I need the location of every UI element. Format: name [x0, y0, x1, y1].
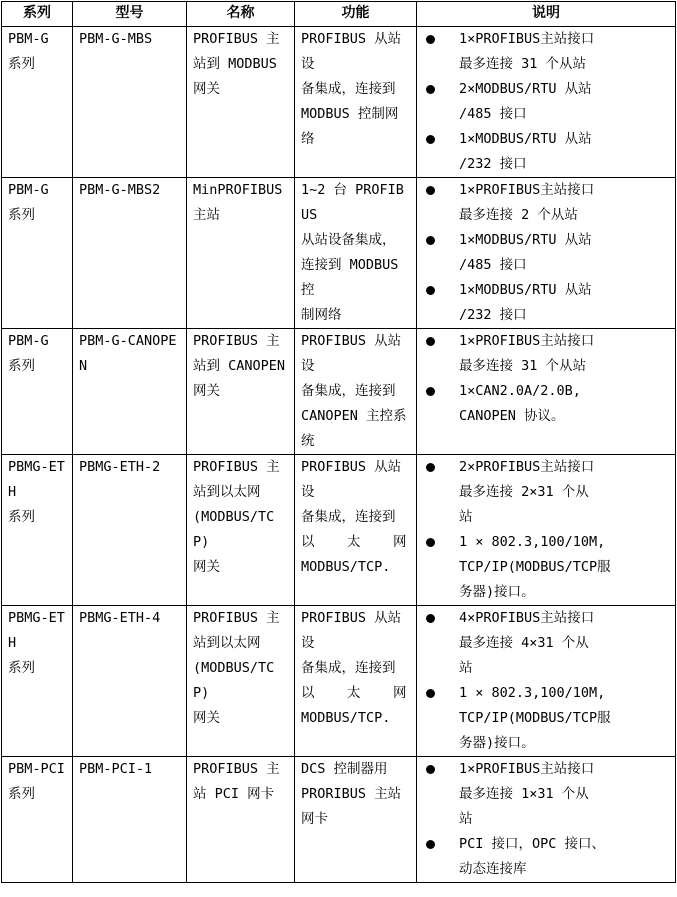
series-text: 系列 — [8, 358, 35, 374]
cell-description — [417, 757, 676, 883]
function-text: 设 — [301, 56, 315, 72]
bullet-dot-icon — [426, 538, 435, 547]
model-text: PBM-G-MBS — [79, 31, 153, 47]
bullet-list — [423, 606, 671, 756]
cell-model — [73, 757, 187, 883]
series-text: 系列 — [8, 786, 35, 802]
bullet-item — [423, 127, 671, 177]
name-text: (MODBUS/TCP) — [193, 660, 275, 701]
bullet-text: /485 接口 — [459, 106, 527, 122]
function-text: PROFIBUS 从站 — [301, 459, 402, 475]
function-text: 统 — [301, 433, 315, 449]
cell-function — [295, 757, 417, 883]
function-text: 备集成，连接到 — [301, 81, 396, 97]
series-text: PBM-PCI — [8, 761, 65, 777]
table-row — [2, 329, 676, 455]
cell-series — [2, 27, 73, 178]
series-text: PBMG-ETH — [8, 459, 65, 500]
name-text: PROFIBUS 主 — [193, 761, 280, 777]
cell-model — [73, 455, 187, 606]
name-text: 主站 — [193, 207, 220, 223]
header-series: 系列 — [2, 2, 73, 27]
cell-series — [2, 329, 73, 455]
bullet-text: 务器)接口。 — [459, 584, 535, 600]
cell-name — [187, 455, 295, 606]
series-text: PBM-G — [8, 333, 49, 349]
bullet-text: 1 × 802.3,100/10M, — [459, 534, 606, 550]
bullet-dot-icon — [426, 765, 435, 774]
name-text: (MODBUS/TCP) — [193, 509, 275, 550]
table-row — [2, 178, 676, 329]
bullet-text: 1×MODBUS/RTU 从站 — [459, 131, 592, 147]
cell-name — [187, 178, 295, 329]
series-text: PBM-G — [8, 31, 49, 47]
bullet-dot-icon — [426, 337, 435, 346]
bullet-text: /232 接口 — [459, 307, 527, 323]
cell-model — [73, 329, 187, 455]
series-text: 系列 — [8, 207, 35, 223]
function-text: 1~2 台 PROFIBUS — [301, 182, 404, 223]
bullet-list — [423, 329, 671, 429]
bullet-text: 1×MODBUS/RTU 从站 — [459, 232, 592, 248]
bullet-item — [423, 27, 671, 77]
bullet-list — [423, 178, 671, 328]
bullet-item — [423, 681, 671, 756]
cell-series — [2, 178, 73, 329]
bullet-text: PCI 接口，OPC 接口、 — [459, 836, 606, 852]
bullet-dot-icon — [426, 35, 435, 44]
bullet-text: 站 — [459, 811, 473, 827]
cell-description — [417, 455, 676, 606]
bullet-item — [423, 77, 671, 127]
table-row — [2, 757, 676, 883]
bullet-text: 站 — [459, 660, 473, 676]
name-text: PROFIBUS 主 — [193, 459, 280, 475]
header-function: 功能 — [295, 2, 417, 27]
function-text: 备集成，连接到 — [301, 383, 396, 399]
cell-name — [187, 27, 295, 178]
function-text: 以 太 网 — [301, 685, 407, 701]
function-text: 制网络 — [301, 307, 342, 323]
model-text: PBM-PCI-1 — [79, 761, 153, 777]
bullet-item — [423, 329, 671, 379]
bullet-text: /485 接口 — [459, 257, 527, 273]
bullet-text: 1×PROFIBUS主站接口 — [459, 333, 595, 349]
bullet-text: TCP/IP(MODBUS/TCP服 — [459, 559, 611, 575]
function-text: DCS 控制器用 — [301, 761, 388, 777]
bullet-list — [423, 757, 671, 882]
model-text: PBM-G-CANOPEN — [79, 333, 177, 374]
function-text: 络 — [301, 131, 315, 147]
cell-series — [2, 455, 73, 606]
bullet-text: 1 × 802.3,100/10M, — [459, 685, 606, 701]
bullet-text: TCP/IP(MODBUS/TCP服 — [459, 710, 611, 726]
cell-function — [295, 27, 417, 178]
bullet-text: 最多连接 31 个从站 — [459, 56, 587, 72]
cell-series — [2, 606, 73, 757]
bullet-text: 4×PROFIBUS主站接口 — [459, 610, 595, 626]
bullet-dot-icon — [426, 689, 435, 698]
bullet-dot-icon — [426, 186, 435, 195]
bullet-text: 1×PROFIBUS主站接口 — [459, 761, 595, 777]
function-text: MODBUS 控制网 — [301, 106, 399, 122]
function-text: 连接到 MODBUS — [301, 257, 399, 273]
bullet-dot-icon — [426, 614, 435, 623]
function-text: 备集成，连接到 — [301, 660, 396, 676]
bullet-dot-icon — [426, 840, 435, 849]
bullet-text: 动态连接库 — [459, 861, 527, 877]
series-text: PBM-G — [8, 182, 49, 198]
name-text: MinPROFIBUS — [193, 182, 283, 198]
cell-name — [187, 329, 295, 455]
bullet-item — [423, 832, 671, 882]
table-row — [2, 455, 676, 606]
bullet-item — [423, 178, 671, 228]
bullet-text: 1×MODBUS/RTU 从站 — [459, 282, 592, 298]
series-text: 系列 — [8, 56, 35, 72]
bullet-dot-icon — [426, 135, 435, 144]
bullet-item — [423, 606, 671, 681]
name-text: 站到以太网 — [193, 484, 261, 500]
name-text: 站 PCI 网卡 — [193, 786, 275, 802]
cell-model — [73, 606, 187, 757]
bullet-text: CANOPEN 协议。 — [459, 408, 565, 424]
bullet-text: 站 — [459, 509, 473, 525]
name-text: 网关 — [193, 81, 220, 97]
bullet-text: 2×MODBUS/RTU 从站 — [459, 81, 592, 97]
function-text: 以 太 网 — [301, 534, 407, 550]
name-text: 网关 — [193, 559, 220, 575]
series-text: 系列 — [8, 509, 35, 525]
bullet-item — [423, 379, 671, 429]
cell-description — [417, 329, 676, 455]
bullet-text: 1×PROFIBUS主站接口 — [459, 31, 595, 47]
bullet-text: 1×CAN2.0A/2.0B, — [459, 383, 581, 399]
model-text: PBMG-ETH-2 — [79, 459, 161, 475]
function-text: CANOPEN 主控系 — [301, 408, 407, 424]
cell-function — [295, 606, 417, 757]
header-model: 型号 — [73, 2, 187, 27]
cell-name — [187, 757, 295, 883]
bullet-text: 最多连接 2×31 个从 — [459, 484, 589, 500]
product-spec-table — [1, 1, 676, 883]
bullet-item — [423, 455, 671, 530]
cell-function — [295, 178, 417, 329]
function-text: 设 — [301, 358, 315, 374]
bullet-text: 务器)接口。 — [459, 735, 535, 751]
bullet-item — [423, 228, 671, 278]
cell-name — [187, 606, 295, 757]
bullet-item — [423, 530, 671, 605]
bullet-text: 最多连接 4×31 个从 — [459, 635, 589, 651]
cell-model — [73, 178, 187, 329]
series-text: 系列 — [8, 660, 35, 676]
function-text: 网卡 — [301, 811, 328, 827]
table-row — [2, 606, 676, 757]
cell-description — [417, 178, 676, 329]
bullet-text: 2×PROFIBUS主站接口 — [459, 459, 595, 475]
bullet-item — [423, 278, 671, 328]
function-text: 设 — [301, 635, 315, 651]
bullet-text: 1×PROFIBUS主站接口 — [459, 182, 595, 198]
bullet-dot-icon — [426, 286, 435, 295]
bullet-text: /232 接口 — [459, 156, 527, 172]
header-row — [2, 2, 676, 27]
cell-description — [417, 606, 676, 757]
name-text: 网关 — [193, 710, 220, 726]
function-text: 设 — [301, 484, 315, 500]
bullet-text: 最多连接 1×31 个从 — [459, 786, 589, 802]
bullet-dot-icon — [426, 387, 435, 396]
name-text: PROFIBUS 主 — [193, 610, 280, 626]
name-text: PROFIBUS 主 — [193, 333, 280, 349]
function-text: 从站设备集成， — [301, 232, 396, 248]
bullet-dot-icon — [426, 85, 435, 94]
bullet-text: 最多连接 2 个从站 — [459, 207, 578, 223]
function-text: PRORIBUS 主站 — [301, 786, 402, 802]
bullet-list — [423, 27, 671, 177]
cell-series — [2, 757, 73, 883]
table-row — [2, 27, 676, 178]
function-text: 控 — [301, 282, 315, 298]
cell-function — [295, 329, 417, 455]
series-text: PBMG-ETH — [8, 610, 65, 651]
header-name: 名称 — [187, 2, 295, 27]
function-text: PROFIBUS 从站 — [301, 610, 402, 626]
name-text: PROFIBUS 主 — [193, 31, 280, 47]
function-text: MODBUS/TCP. — [301, 710, 391, 726]
name-text: 站到 CANOPEN — [193, 358, 286, 374]
header-description: 说明 — [417, 2, 676, 27]
name-text: 网关 — [193, 383, 220, 399]
bullet-item — [423, 757, 671, 832]
function-text: MODBUS/TCP. — [301, 559, 391, 575]
model-text: PBMG-ETH-4 — [79, 610, 161, 626]
bullet-text: 最多连接 31 个从站 — [459, 358, 587, 374]
bullet-dot-icon — [426, 463, 435, 472]
model-text: PBM-G-MBS2 — [79, 182, 161, 198]
bullet-list — [423, 455, 671, 605]
name-text: 站到 MODBUS — [193, 56, 277, 72]
function-text: PROFIBUS 从站 — [301, 31, 402, 47]
function-text: 备集成，连接到 — [301, 509, 396, 525]
name-text: 站到以太网 — [193, 635, 261, 651]
cell-model — [73, 27, 187, 178]
cell-function — [295, 455, 417, 606]
bullet-dot-icon — [426, 236, 435, 245]
cell-description — [417, 27, 676, 178]
function-text: PROFIBUS 从站 — [301, 333, 402, 349]
